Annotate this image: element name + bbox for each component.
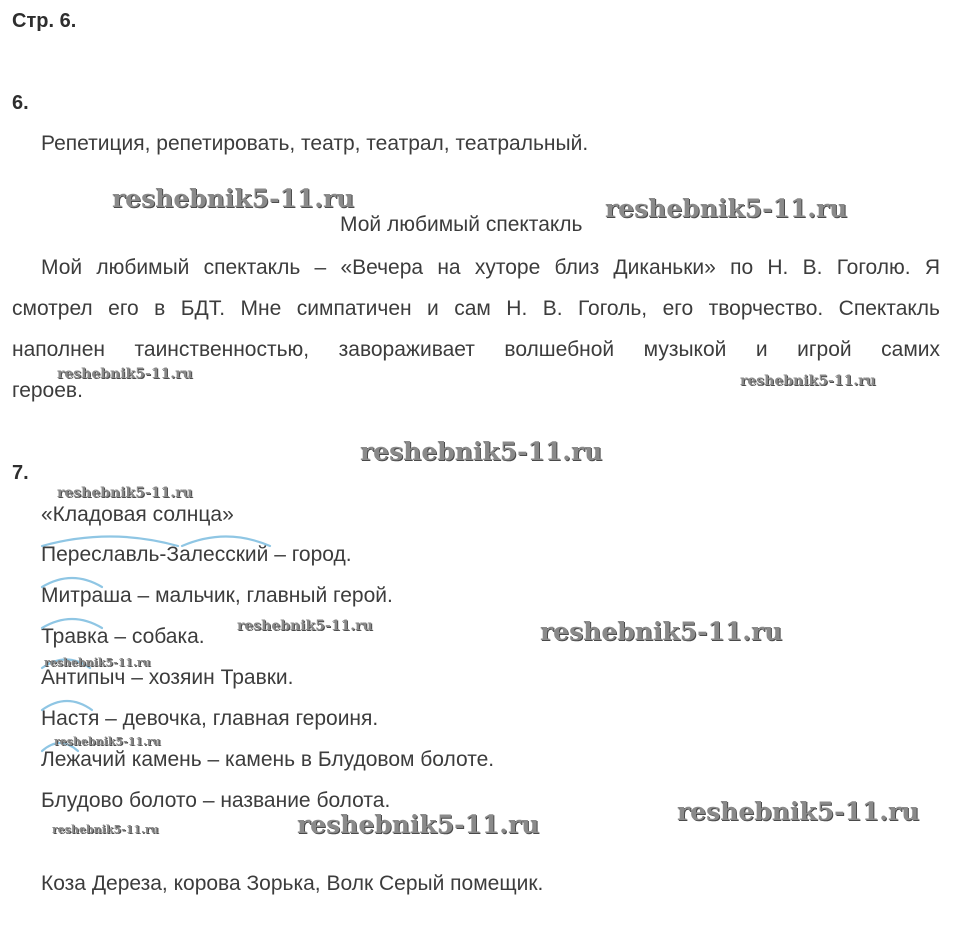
watermark: reshebnik5-11.ru [57,485,193,501]
essay-title: Мой любимый спектакль [340,213,583,236]
root-arc-mark [42,537,178,547]
list-item: Травка – собака. [41,625,205,648]
list-item: Переславль-Залесский – город. [41,543,352,566]
root-arc-mark [42,701,92,710]
essay-line-2: смотрел его в БДТ. Мне симпатичен и сам Н. В. Гоголь, его творчество. Спектакль [12,297,940,320]
watermark: reshebnik5-11.ru [52,823,159,836]
watermark: reshebnik5-11.ru [112,184,355,213]
watermark: reshebnik5-11.ru [540,617,783,646]
root-arc-mark [42,619,102,628]
watermark: reshebnik5-11.ru [297,810,540,839]
essay-line-1: Мой любимый спектакль – «Вечера на хуторе близ Диканьки» по Н. В. Гоголю. Я [41,256,940,279]
task-7-extra: Коза Дереза, корова Зорька, Волк Серый помещик. [41,872,544,895]
root-arc-mark [42,578,102,587]
watermark: reshebnik5-11.ru [44,656,151,669]
list-item: Настя – девочка, главная героиня. [41,707,379,730]
watermark: reshebnik5-11.ru [237,618,373,634]
watermark: reshebnik5-11.ru [360,437,603,466]
list-item: Антипыч – хозяин Травки. [41,666,294,689]
watermark: reshebnik5-11.ru [605,194,848,223]
root-arc-mark [182,537,270,547]
essay-line-4: героев. [12,379,83,402]
task-6-words: Репетиция, репетировать, театр, театрал, театральный. [41,132,589,155]
task-6-number: 6. [12,92,29,114]
list-item: Митраша – мальчик, главный герой. [41,584,393,607]
watermark: reshebnik5-11.ru [57,366,193,382]
list-item: Блудово болото – название болота. [41,789,391,812]
essay-line-3: наполнен таинственностью, завораживает волшебной музыкой и игрой самих [12,338,940,361]
watermark: reshebnik5-11.ru [677,797,920,826]
watermark: reshebnik5-11.ru [54,735,161,748]
page-number-header: Стр. 6. [12,10,77,32]
list-item: Лежачий камень – камень в Блудовом болоте. [41,748,495,771]
task-7-title: «Кладовая солнца» [41,503,234,526]
watermark: reshebnik5-11.ru [740,373,876,389]
task-7-number: 7. [12,462,29,484]
